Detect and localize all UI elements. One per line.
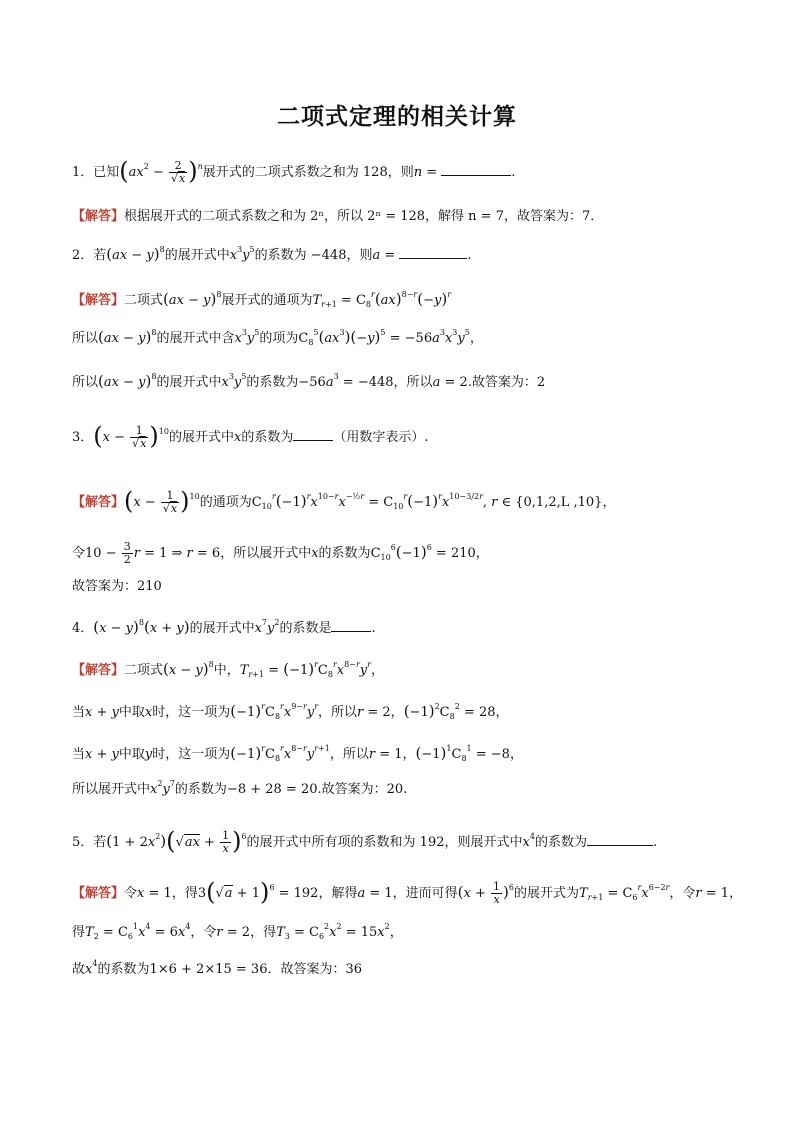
solution-3-line-2: 令10 − $\frac{3}{2}$ r = 1 ⇒ r = 6，所以展开式中x的系数为$C_{10}^6(-1)^6 = 210$，	[72, 540, 489, 566]
answer-blank	[441, 163, 511, 176]
answer-blank	[587, 833, 653, 846]
answer-blank	[293, 428, 333, 441]
solution-2-line-1: 【解答】二项式(ax − y)$^8$展开式的通项为$T_{r+1} = C_8^r(ax)^{8-r}(-y)^r$	[72, 290, 452, 309]
solution-1	[72, 208, 732, 226]
page-title: 二项式定理的相关计算	[277, 104, 517, 130]
problem-1: 1．已知($ax^2$ − $\frac{2}{√x}$ )$^n$展开式的二项式系数之和为 128，则n = .	[72, 157, 516, 185]
solution-3-line-1: 【解答】(x − $\frac{1}{√x}$ )$^{10}$的通项为$C_{10}^r(-1)^rx^{10-r}x^{-\frac{1}{2}r} = C_{10}^r(-1)^rx^{10-3/2r}$, r ∈ {0,1,2,L ,10}，	[72, 487, 616, 515]
problem-4: 4．$(x - y)^8(x + y)$的展开式中$x^7y^2$的系数是 .	[72, 618, 376, 636]
problem-3: 3．(x − $\frac{1}{√x}$ )$^{10}$的展开式中x的系数为 （用数字表示）.	[72, 422, 429, 450]
solution-4-line-2: 当x + y中取x时，这一项为$(-1)^rC_8^rx^{9-r}y^r$，所以r = 2，$(-1)^2C_8^2 = 28$，	[72, 702, 509, 721]
solution-4-line-1: 【解答】二项式$(x - y)^8$中，$T_{r+1} = (-1)^rC_8^rx^{8-r}y^r$，	[72, 660, 384, 679]
problem-5: 5．若$(1 + 2x^2)(√ax$ + $\frac{1}{x}$ )$^6$的展开式中所有项的系数和为 192，则展开式中$x^4$的系数为 .	[72, 827, 658, 855]
problem-2: 2．若(ax − y)$^8$的展开式中$x^3y^5$的系数为 −448，则a = .	[72, 245, 472, 263]
problem-1-lead: 1．已知	[72, 165, 120, 180]
solution-4-line-3: 当x + y中取y时，这一项为$(-1)^rC_8^rx^{8-r}y^{r+1}$，所以r = 1，$(-1)^1C_8^1 = -8$，	[72, 744, 523, 763]
solution-1-text: 根据展开式的二项式系数之和为 2ⁿ，所以 2ⁿ = 128，解得 n = 7，故答案为：7．	[124, 209, 604, 224]
answer-tag: 【解答】	[72, 209, 125, 224]
solution-2-line-3: 所以(ax − y)$^8$的展开式中$x^3y^5$的系数为$-56a^3 = -448$，所以a = 2.故答案为：2	[72, 372, 546, 390]
problem-1-text: 展开式的二项式系数之和为 128，则	[202, 165, 414, 180]
answer-blank	[399, 246, 467, 259]
solution-5-line-2: 得$T_2 = C_6^1x^4 = 6x^4$，令r = 2，得$T_3 = C_6^2x^2 = 15x^2$，	[72, 922, 403, 941]
solution-4-line-4: 所以展开式中$x^2y^7$的系数为−8 + 28 = 20.故答案为：20.	[72, 779, 408, 797]
solution-5-line-1: 【解答】令x = 1，得$3(√a + 1)^6 = 192$，解得a = 1，进而可得(x + $\frac{1}{x}$ )$^6$的展开式为$T_{r+1} = C_6^rx^{6-2r}$，令r = 1，	[72, 878, 743, 906]
solution-3-line-3: 故答案为：210	[72, 579, 162, 594]
answer-blank	[331, 619, 371, 632]
solution-2-line-2: 所以(ax − y)$^8$的展开式中含$x^3y^5$的项为$C_8^5(ax^3)(-y)^5 = -56a^3x^3y^5$，	[72, 328, 483, 347]
solution-5-line-3: 故$x^4$的系数为1×6 + 2×15 = 36．故答案为：36	[72, 959, 363, 977]
